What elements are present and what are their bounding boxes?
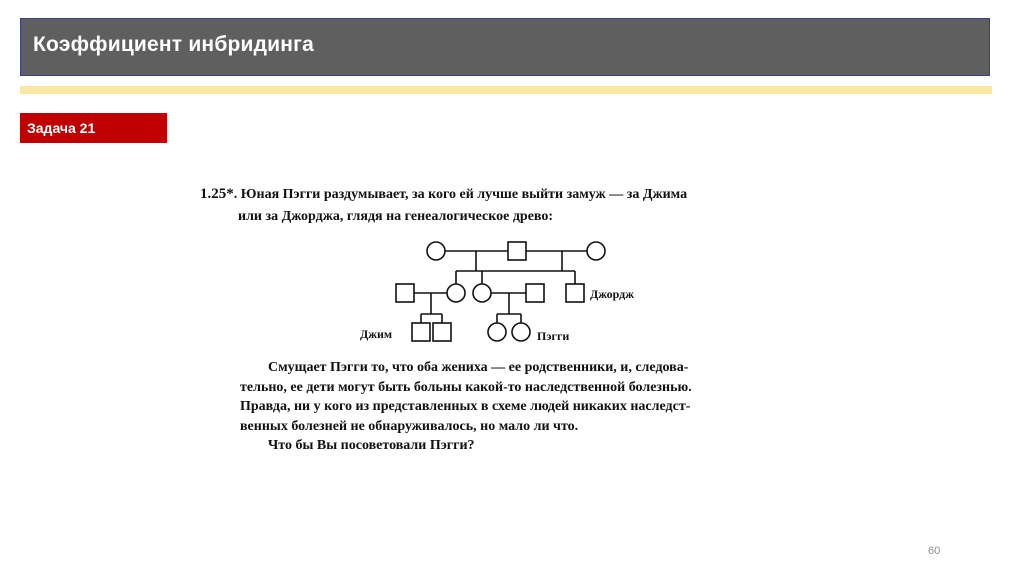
gen2-spouse-male-right	[526, 284, 544, 302]
gen1-female-right	[587, 242, 605, 260]
gen2-male-george	[566, 284, 584, 302]
pedigree-diagram	[200, 180, 800, 355]
label-peggy: Пэгги	[537, 329, 570, 343]
gen2-spouse-male-left	[396, 284, 414, 302]
body-line-4: венных болезней не обнаруживалось, но мало ли что.	[240, 418, 579, 434]
problem-intro-line-2: или за Джорджа, глядя на генеалогическое древо:	[238, 209, 554, 224]
gen3-female-sibling	[488, 323, 506, 341]
gen1-female-left	[427, 242, 445, 260]
slide-title: Коэффициент инбридинга	[33, 33, 314, 56]
accent-divider	[20, 86, 992, 94]
gen3-female-peggy	[512, 323, 530, 341]
gen3-male-sibling	[433, 323, 451, 341]
body-line-2: тельно, ее дети могут быть больны какой-то наследственной болезнью.	[240, 379, 692, 395]
body-line-1: Смущает Пэгги то, что оба жениха — ее родственники, и, следова-	[268, 360, 689, 375]
label-george: Джордж	[590, 287, 634, 301]
problem-question: Что бы Вы посоветовали Пэгги?	[268, 438, 475, 453]
gen1-male-center	[508, 242, 526, 260]
title-bar	[20, 18, 990, 76]
gen2-female-b	[473, 284, 491, 302]
problem-scan	[200, 180, 800, 460]
label-jim: Джим	[360, 327, 393, 341]
gen2-female-a	[447, 284, 465, 302]
body-line-3: Правда, ни у кого из представленных в схеме людей никаких наследст-	[240, 399, 691, 414]
gen3-male-jim	[412, 323, 430, 341]
problem-intro-text: . Юная Пэгги раздумывает, за кого ей лучше выйти замуж — за Джима	[233, 187, 688, 202]
problem-number: 1.25*	[200, 186, 234, 202]
page-number: 60	[928, 545, 941, 557]
problem-body	[240, 358, 810, 456]
task-badge: Задача 21	[20, 113, 167, 143]
